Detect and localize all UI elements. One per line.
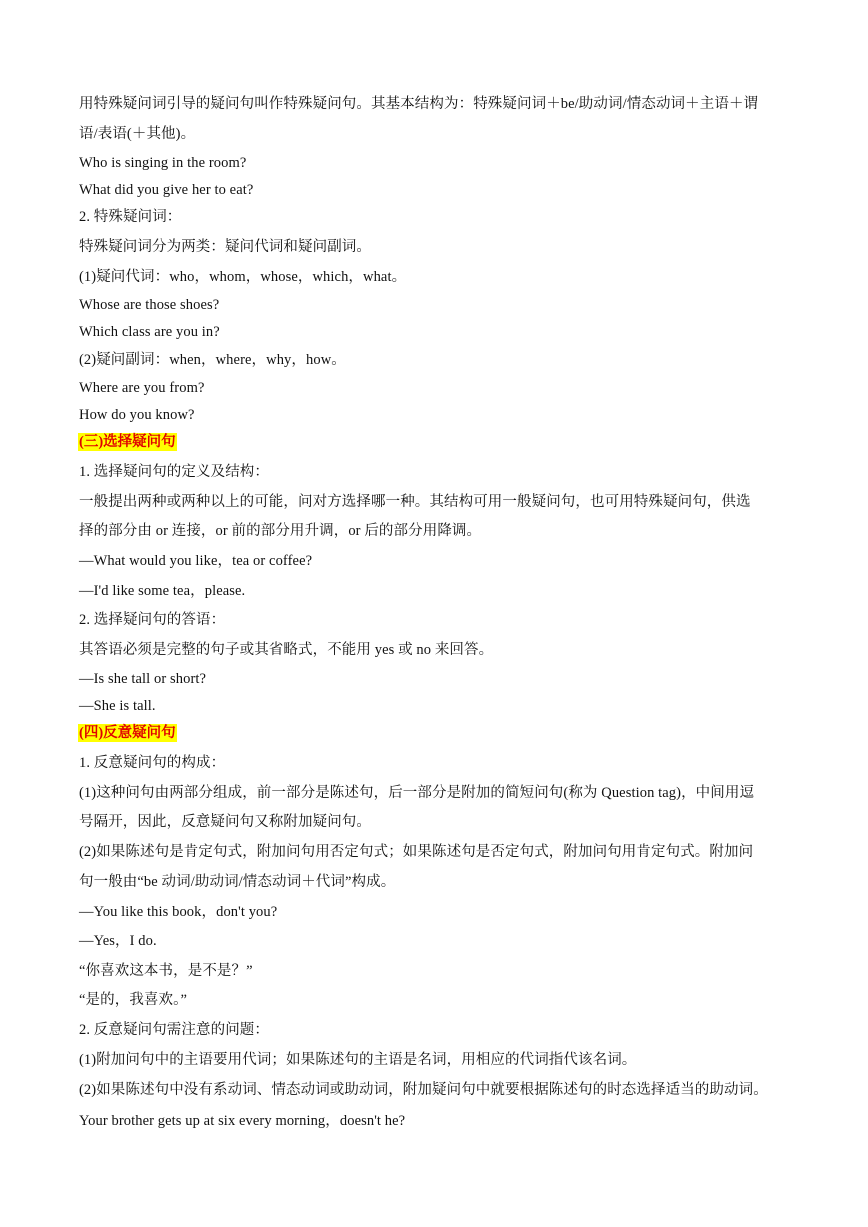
- paragraph-line: 特殊疑问词分为两类：疑问代词和疑问副词。: [79, 239, 371, 255]
- dialogue-line: —Is she tall or short?: [79, 671, 207, 687]
- paragraph-line: 句一般由“be 动词/助动词/情态动词＋代词”构成。: [79, 874, 396, 890]
- paragraph-line: 择的部分由 or 连接，or 前的部分用升调，or 后的部分用降调。: [79, 523, 482, 539]
- example-sentence: Your brother gets up at six every morning，doesn't he?: [79, 1113, 406, 1129]
- paragraph-line: 用特殊疑问词引导的疑问句叫作特殊疑问句。其基本结构为：特殊疑问词＋be/助动词/情态动词＋主语＋谓: [79, 96, 759, 112]
- paragraph-line: 号隔开，因此，反意疑问句又称附加疑问句。: [79, 814, 371, 830]
- example-sentence: Who is singing in the room?: [79, 155, 247, 171]
- paragraph-line: (2)如果陈述句是肯定句式，附加问句用否定句式；如果陈述句是否定句式，附加问句用肯定句式。附加问: [79, 844, 754, 860]
- dialogue-line: —You like this book，don't you?: [79, 904, 278, 920]
- paragraph-line: (1)附加问句中的主语要用代词；如果陈述句的主语是名词，用相应的代词指代该名词。: [79, 1052, 637, 1068]
- paragraph-line: 其答语必须是完整的句子或其省略式，不能用 yes 或 no 来回答。: [79, 642, 494, 658]
- example-sentence: What did you give her to eat?: [79, 182, 254, 198]
- section-heading: (三)选择疑问句: [79, 434, 176, 450]
- paragraph-line: 一般提出两种或两种以上的可能，问对方选择哪一种。其结构可用一般疑问句，也可用特殊疑问句，供选: [79, 494, 751, 510]
- dialogue-line: —She is tall.: [79, 698, 156, 714]
- dialogue-line: —Yes，I do.: [79, 933, 157, 949]
- subsection-title: 1. 反意疑问句的构成：: [79, 755, 226, 771]
- translation-line: “是的，我喜欢。”: [79, 992, 188, 1008]
- paragraph-line: (1)这种问句由两部分组成，前一部分是陈述句，后一部分是附加的简短问句(称为 Question tag)，中间用逗: [79, 785, 755, 801]
- translation-line: “你喜欢这本书，是不是？”: [79, 963, 253, 979]
- example-sentence: Which class are you in?: [79, 324, 220, 340]
- subsection-title: 2. 特殊疑问词：: [79, 209, 182, 225]
- paragraph-line: 语/表语(＋其他)。: [79, 126, 196, 142]
- dialogue-line: —What would you like，tea or coffee?: [79, 553, 313, 569]
- section-heading: (四)反意疑问句: [79, 725, 176, 741]
- paragraph-line: (1)疑问代词：who，whom，whose，which，what。: [79, 269, 407, 285]
- subsection-title: 1. 选择疑问句的定义及结构：: [79, 464, 269, 480]
- paragraph-line: (2)疑问副词：when，where，why，how。: [79, 352, 346, 368]
- example-sentence: Whose are those shoes?: [79, 297, 220, 313]
- subsection-title: 2. 选择疑问句的答语：: [79, 612, 226, 628]
- paragraph-line: (2)如果陈述句中没有系动词、情态动词或助动词，附加疑问句中就要根据陈述句的时态选择适当的助动词。: [79, 1082, 768, 1098]
- example-sentence: How do you know?: [79, 407, 195, 423]
- dialogue-line: —I'd like some tea，please.: [79, 583, 246, 599]
- example-sentence: Where are you from?: [79, 380, 205, 396]
- subsection-title: 2. 反意疑问句需注意的问题：: [79, 1022, 269, 1038]
